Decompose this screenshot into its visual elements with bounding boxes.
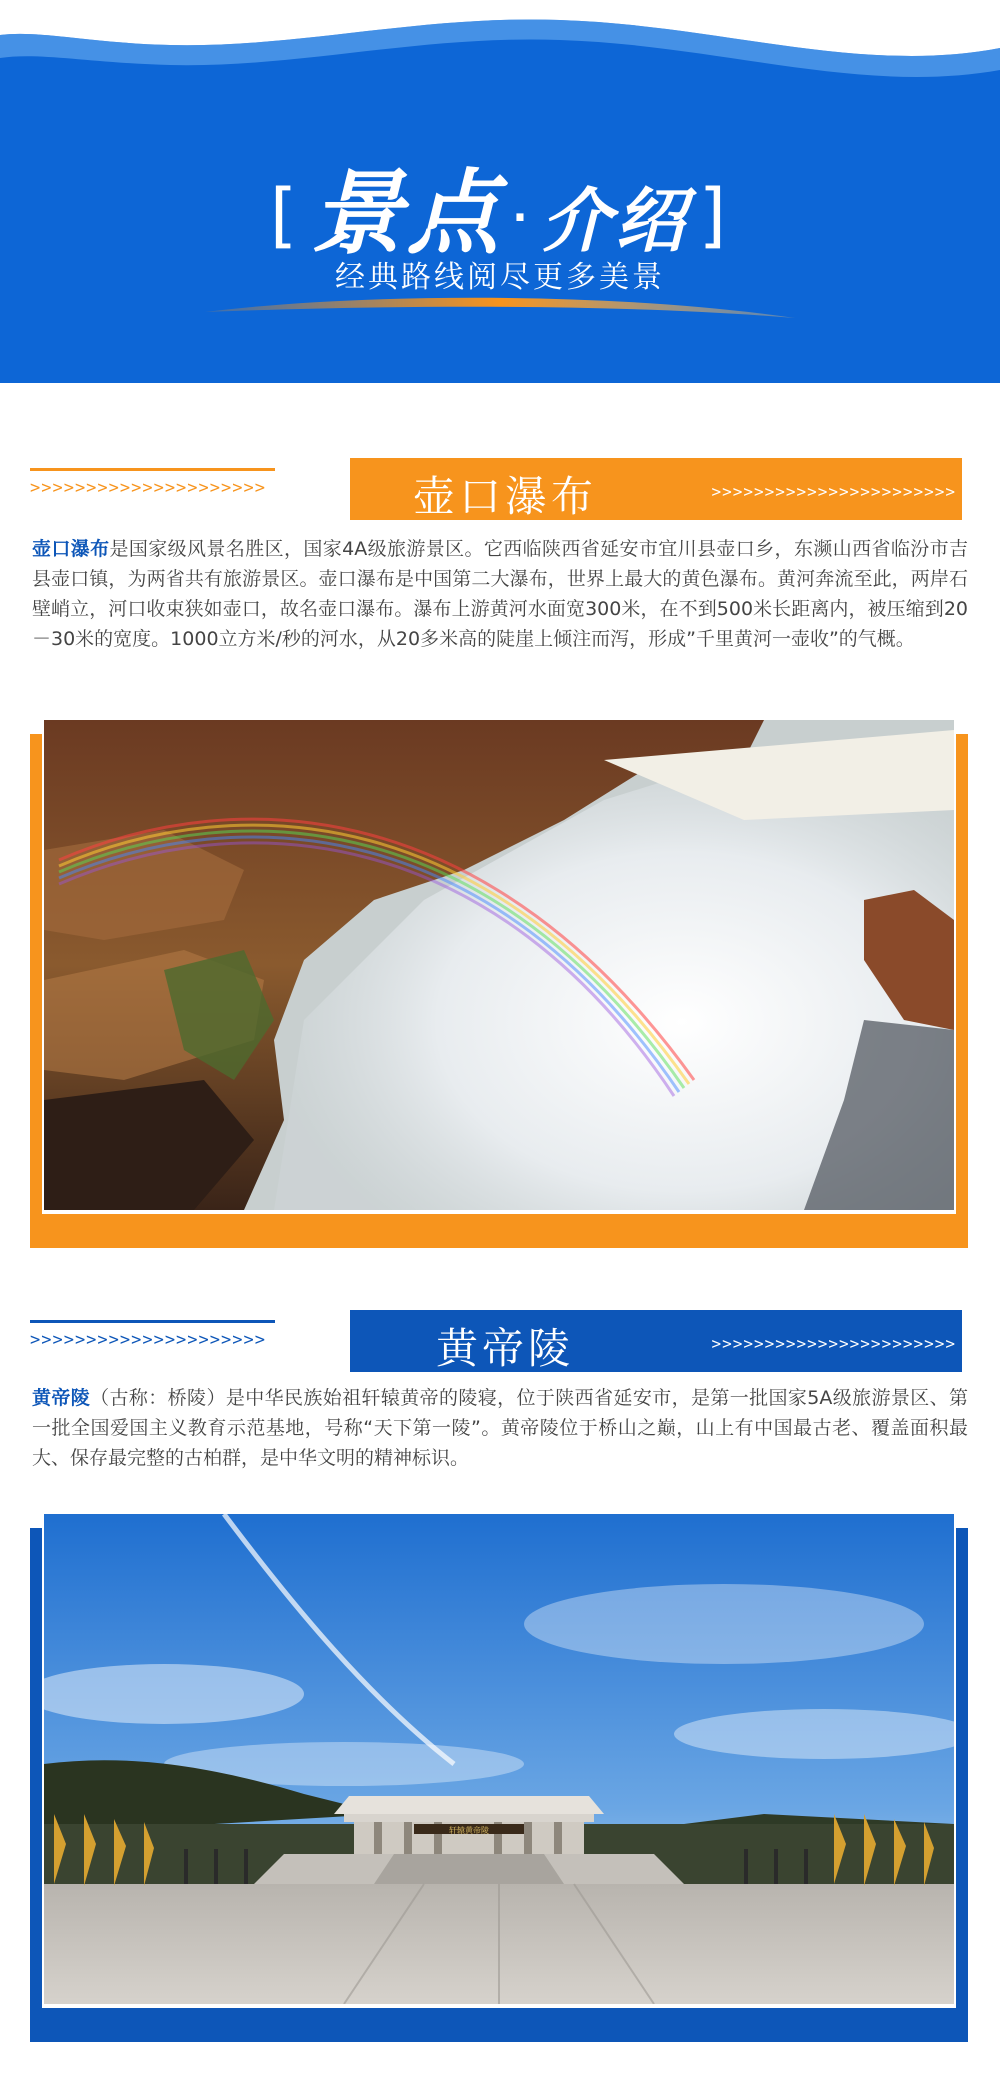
frame-right-bar: [956, 734, 968, 1234]
header-banner: [0, 0, 1000, 383]
description-text: （古称：桥陵）是中华民族始祖轩辕黄帝的陵寝，位于陕西省延安市，是第一批国家5A级旅游景区、第一批全国爱国主义教育示范基地，号称“天下第一陵”。黄帝陵位于桥山之巅，山上有中国最古老、覆盖面积最大、保存最完整的古柏群，是中华文明的精神标识。: [32, 1387, 968, 1469]
photo-frame-huangdiling: [30, 1514, 968, 2042]
title-separator: ·: [512, 195, 532, 241]
section-header-huangdiling: [0, 1310, 1000, 1380]
right-arrows: >>>>>>>>>>>>>>>>>>>>>>>: [711, 1334, 956, 1353]
left-arrows: >>>>>>>>>>>>>>>>>>>>>: [30, 1330, 266, 1350]
left-arrows: >>>>>>>>>>>>>>>>>>>>>: [30, 478, 266, 498]
mausoleum-photo: [44, 1514, 954, 2004]
frame-bottom-bar: [30, 2008, 968, 2042]
section-description-hukou: [32, 534, 968, 654]
left-rule: [30, 468, 275, 471]
description-highlight: 壶口瀑布: [32, 538, 110, 560]
right-arrows: >>>>>>>>>>>>>>>>>>>>>>>: [711, 482, 956, 501]
waterfall-photo: [44, 720, 954, 1210]
section-title: 黄帝陵: [435, 1324, 574, 1373]
bracket-close: ]: [698, 174, 731, 256]
description-text: 是国家级风景名胜区，国家4A级旅游景区。它西临陕西省延安市宜川县壶口乡，东濒山西省临汾市吉县壶口镇，为两省共有旅游景区。壶口瀑布是中国第二大瀑布，世界上最大的黄色瀑布。黄河奔流至此，两岸石壁峭立，河口收束狭如壶口，故名壶口瀑布。瀑布上游黄河水面宽300米，在不到500米长距离内，被压缩到20－30米的宽度。1000立方米/秒的河水，从20多米高的陡崖上倾注而泻，形成”千里黄河一壶收”的气概。: [32, 538, 968, 650]
frame-right-bar: [956, 1528, 968, 2028]
banner-swoosh: [200, 290, 800, 330]
title-rest: 介绍: [541, 180, 690, 262]
bracket-open: [: [269, 174, 302, 256]
section-description-huangdiling: [32, 1383, 968, 1473]
section-title: 壶口瀑布: [412, 472, 597, 521]
section-header-hukou: [0, 458, 1000, 528]
title-box: [350, 458, 962, 520]
frame-left-bar: [30, 1528, 42, 2028]
description-highlight: 黄帝陵: [32, 1387, 91, 1409]
frame-bottom-bar: [30, 1214, 968, 1248]
title-box: [350, 1310, 962, 1372]
left-rule: [30, 1320, 275, 1323]
gate-plaque-text: 轩辕黄帝陵: [449, 1826, 489, 1835]
frame-left-bar: [30, 734, 42, 1234]
photo-frame-hukou: [30, 720, 968, 1248]
banner-subtitle: 经典路线阅尽更多美景: [335, 260, 665, 295]
title-main: 景点: [310, 160, 503, 267]
